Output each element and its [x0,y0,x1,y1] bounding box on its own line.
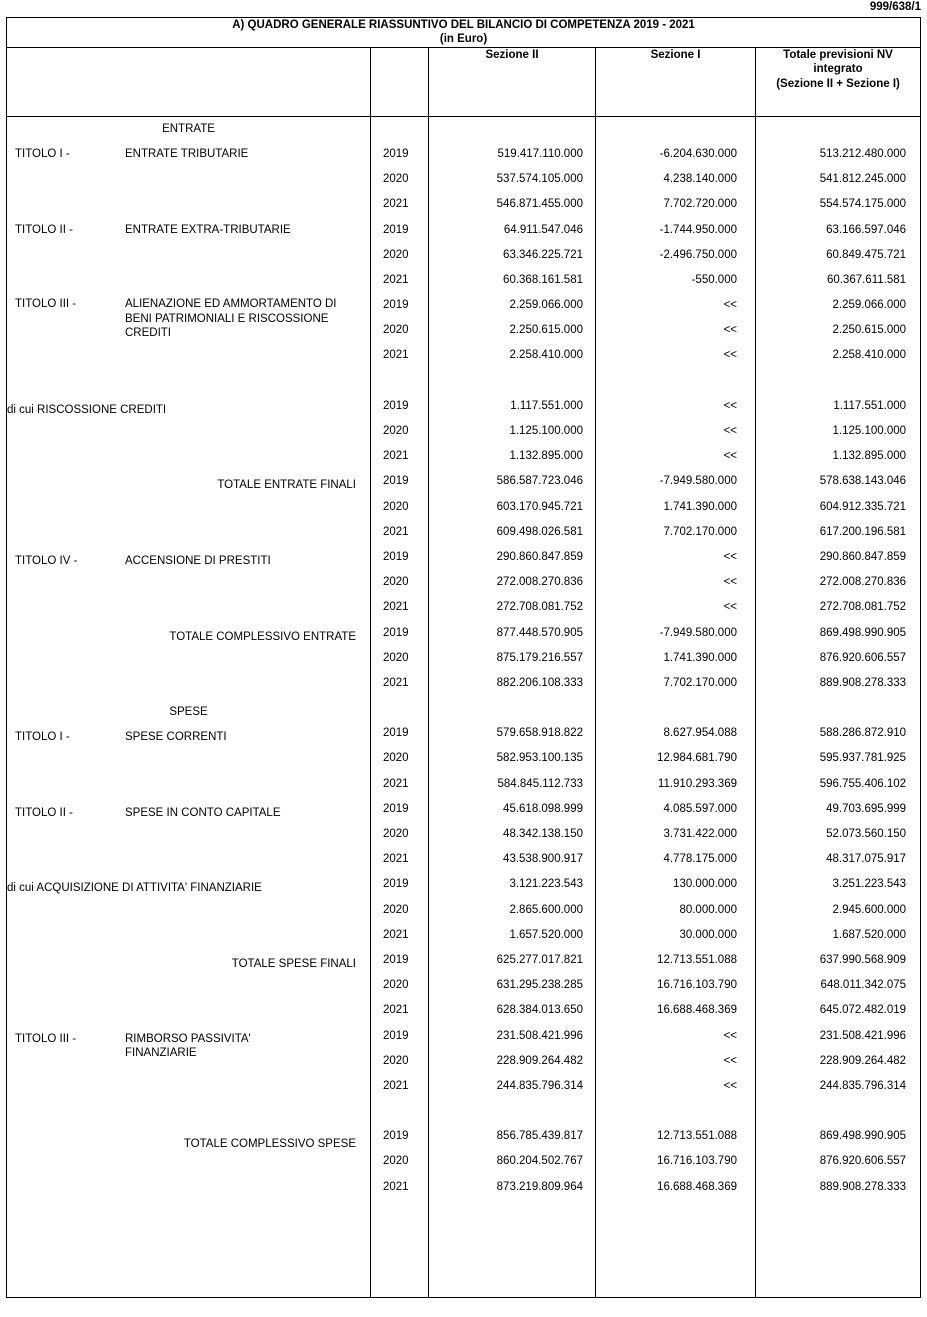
table-body-row [7,116,921,1297]
value-blank [596,117,755,142]
totale-value: 52.073.560.150 [826,828,907,840]
row-label [7,1028,370,1060]
totale-value: 648.011.342.075 [820,979,907,992]
sezione1-value: 7.702.720.000 [663,198,737,211]
header-blank-cell [7,47,371,116]
sezione1-values-column [596,116,756,1297]
year-cell: 2019 [383,727,409,740]
sezione2-value: 63.346.225.721 [503,248,583,261]
row-titolo: TITOLO I - [15,731,70,744]
sezione1-value: << [723,1029,737,1042]
budget-summary-table [6,17,921,1298]
totale-value: 3.251.223.543 [832,878,907,891]
row-descr: ALIENAZIONE ED AMMORTAMENTO DI BENI PATRIMONIALI E RISCOSSIONE CREDITI [125,298,337,340]
header-totale [756,47,921,116]
row-titolo: TITOLO II - [15,806,73,819]
totale-value: 48.317.075.917 [826,853,907,866]
sezione2-value: 1.125.100.000 [509,425,583,437]
row-titolo: TITOLO I - [15,147,70,160]
sezione1-value: << [723,450,737,463]
sezione1-value: 4.085.597.000 [663,802,737,815]
sezione1-value: 7.702.170.000 [663,676,737,689]
row-label-continuation [7,675,370,700]
sezione1-value: 12.984.681.790 [657,752,737,765]
year-cell: 2019 [383,399,409,412]
row-label-continuation [7,524,370,549]
totale-value: 554.574.175.000 [819,198,907,211]
totale-value: 228.909.264.482 [819,1054,907,1067]
sezione2-value: 584.845.112.733 [497,777,583,790]
sezione2-value: 3.121.223.543 [509,878,583,891]
sezione1-value: -550.000 [691,273,737,286]
spacer-row [596,1099,755,1124]
totale-value: 869.498.990.905 [819,626,907,639]
sezione1-value: << [723,1079,737,1092]
row-titolo: TITOLO II - [15,223,73,236]
row-descr: ACCENSIONE DI PRESTITI [125,554,271,567]
row-titolo: TITOLO IV - [15,554,78,567]
totale-value: 1.132.895.000 [832,450,907,463]
sezione2-value: 873.219.809.964 [496,1180,583,1193]
sezione1-value: -1.744.950.000 [659,223,737,236]
table-header-row [7,47,921,116]
row-descr: ENTRATE TRIBUTARIE [125,147,249,160]
sezione1-value: << [723,299,737,312]
sezione1-value: 8.627.954.088 [663,727,737,740]
row-label [7,801,370,826]
sezione1-value: << [723,349,737,362]
row-label [7,725,370,750]
year-cell: 2021 [383,198,409,211]
sezione1-value: 16.716.103.790 [657,1155,737,1168]
row-label-continuation [7,268,370,293]
sezione2-value: 860.204.502.767 [496,1155,583,1168]
sezione2-value: 625.277.017.821 [496,953,583,966]
totale-value: 1.687.520.000 [832,928,907,941]
totale-value: 1.125.100.000 [832,425,907,437]
year-cell: 2020 [383,979,409,992]
sezione1-value: -7.949.580.000 [659,626,737,639]
sezione2-value: 48.342.138.150 [503,828,583,840]
totale-value: 876.920.606.557 [819,1155,907,1168]
row-label-continuation [7,243,370,268]
header-totale-line1: Totale previsioni NV [783,48,893,61]
sezione2-value: 875.179.216.557 [496,651,583,664]
year-blank [371,696,428,721]
year-cell: 2021 [383,928,409,941]
header-sezione-1: Sezione I [596,47,756,116]
row-titolo: TITOLO III - [15,298,77,311]
year-cell: 2021 [383,1004,409,1017]
sezione1-value: << [723,601,737,614]
spacer-row [371,369,428,394]
sezione1-value: << [723,324,737,337]
spacer-row [7,373,370,398]
section-heading: SPESE [169,706,208,719]
sezione2-value: 519.417.110.000 [497,147,583,160]
totale-value: 2.259.066.000 [832,299,907,312]
value-blank [596,696,755,721]
sezione2-value: 45.618.098.999 [503,802,583,815]
totale-value: 596.755.406.102 [819,777,907,790]
row-label-continuation [7,826,370,851]
totale-value: 889.908.278.333 [819,1180,907,1193]
sezione2-value: 856.785.439.817 [496,1130,583,1143]
table-title-cell [7,18,921,48]
sezione2-value: 579.658.918.822 [496,727,583,740]
row-label-continuation [7,347,370,372]
year-cell: 2019 [383,223,409,236]
totale-value: 578.638.143.046 [819,475,907,488]
spacer-row [429,1099,595,1124]
totale-value: 617.200.196.581 [819,525,907,538]
totale-value: 2.258.410.000 [832,349,907,362]
sezione2-value: 228.909.264.482 [496,1054,583,1067]
row-label-continuation [7,750,370,775]
totale-value: 60.367.611.581 [826,273,907,286]
sezione2-value: 546.871.455.000 [496,198,583,211]
sezione2-value: 244.835.796.314 [496,1079,583,1092]
year-cell: 2020 [383,828,409,840]
row-label [7,218,370,243]
labels-column [7,116,371,1297]
row-label-continuation [7,423,370,448]
year-cell: 2020 [383,1054,409,1067]
header-totale-line3: (Sezione II + Sezione I) [776,78,900,91]
sezione2-value: 2.258.410.000 [509,349,583,362]
row-label-continuation [7,599,370,624]
row-descr: SPESE CORRENTI [125,731,227,744]
sezione1-value: 30.000.000 [679,928,737,941]
year-cell: 2019 [383,1130,409,1143]
year-cell: 2020 [383,500,409,513]
totale-value: 231.508.421.996 [819,1029,907,1042]
row-descr: RIMBORSO PASSIVITA' FINANZIARIE [125,1032,251,1060]
page-reference: 999/638/1 [869,1,921,13]
value-blank [756,117,920,142]
totale-value: 513.212.480.000 [819,147,907,160]
row-label: TOTALE COMPLESSIVO ENTRATE [169,630,356,643]
value-blank [756,696,920,721]
year-cell: 2020 [383,1155,409,1168]
sezione1-value: 12.713.551.088 [657,953,737,966]
row-label [7,293,370,340]
totale-value: 63.166.597.046 [826,223,907,236]
sezione2-value: 628.384.013.650 [496,1004,583,1017]
year-cell: 2019 [383,475,409,488]
totale-values-column [756,116,921,1297]
sezione2-value: 231.508.421.996 [496,1029,583,1042]
row-descr: ENTRATE EXTRA-TRIBUTARIE [125,223,291,236]
row-label-continuation [7,902,370,927]
sezione2-value: 43.538.900.917 [503,853,583,866]
row-label-continuation [7,1002,370,1027]
sezione2-value: 272.708.081.752 [496,601,583,614]
row-label-continuation [7,448,370,473]
years-column [371,116,429,1297]
row-label: TOTALE ENTRATE FINALI [217,479,356,492]
sezione2-value: 877.448.570.905 [496,626,583,639]
row-titolo: TITOLO III - [15,1032,77,1045]
year-cell: 2019 [383,550,409,563]
year-cell: 2020 [383,903,409,916]
row-label [7,549,370,574]
totale-value: 637.990.568.909 [819,953,907,966]
sezione1-value: 16.688.468.369 [657,1180,737,1193]
header-sezione-2: Sezione II [429,47,596,116]
totale-value: 1.117.551.000 [833,399,907,412]
row-label: TOTALE SPESE FINALI [231,957,356,970]
sezione2-value: 586.587.723.046 [496,475,583,488]
year-cell: 2021 [383,1180,409,1193]
spacer-row [429,369,595,394]
sezione2-values-column [429,116,596,1297]
year-cell: 2020 [383,173,409,186]
year-cell: 2021 [383,853,409,866]
year-cell: 2019 [383,878,409,891]
sezione2-value: 290.860.847.859 [496,550,583,563]
row-label-continuation [7,192,370,217]
totale-value: 876.920.606.557 [819,651,907,664]
totale-value: 290.860.847.859 [819,550,907,563]
sezione1-value: -6.204.630.000 [659,147,737,160]
totale-value: 272.708.081.752 [819,601,907,614]
sezione1-value: -2.496.750.000 [659,248,737,261]
year-cell: 2021 [383,777,409,790]
row-label-continuation [7,977,370,1002]
totale-value: 541.812.245.000 [819,173,907,186]
sezione2-value: 60.368.161.581 [503,273,583,286]
totale-value: 588.286.872.910 [819,727,907,740]
value-blank [429,117,595,142]
sezione1-value: << [723,425,737,437]
totale-value: 595.937.781.925 [819,752,907,765]
totale-value: 272.008.270.836 [819,576,907,589]
row-label-continuation [7,167,370,192]
year-cell: 2019 [383,147,409,160]
sezione2-value: 631.295.238.285 [496,979,583,992]
row-label-continuation [7,574,370,599]
sezione2-value: 2.250.615.000 [509,324,583,337]
year-blank [371,117,428,142]
year-cell: 2019 [383,626,409,639]
row-label: TOTALE COMPLESSIVO SPESE [183,1138,356,1151]
year-cell: 2020 [383,425,409,437]
sezione1-value: 4.778.175.000 [663,853,737,866]
header-year-cell [371,47,429,116]
row-label-continuation [7,499,370,524]
spacer-row [756,369,920,394]
sezione2-value: 537.574.105.000 [496,173,583,186]
sezione1-value: << [723,550,737,563]
year-cell: 2019 [383,1029,409,1042]
sezione1-value: 130.000.000 [673,878,737,891]
totale-value: 2.945.600.000 [832,903,907,916]
sezione2-value: 2.259.066.000 [509,299,583,312]
value-blank [429,696,595,721]
sezione2-value: 1.132.895.000 [509,450,583,463]
sezione1-value: 16.716.103.790 [657,979,737,992]
totale-value: 869.498.990.905 [819,1130,907,1143]
row-label-continuation [7,1157,370,1182]
totale-value: 645.072.482.019 [819,1004,907,1017]
sezione1-value: 1.741.390.000 [663,500,737,513]
row-descr: SPESE IN CONTO CAPITALE [125,806,281,819]
spacer-row [7,1107,370,1132]
sezione2-value: 64.911.547.046 [503,223,583,236]
spacer-row [371,1099,428,1124]
row-label-continuation [7,1082,370,1107]
row-label-continuation [7,1183,370,1208]
sezione1-value: << [723,1054,737,1067]
year-cell: 2020 [383,324,409,337]
year-cell: 2021 [383,1079,409,1092]
sezione2-value: 1.117.551.000 [510,399,583,412]
table-title-line2: (in Euro) [439,33,488,46]
totale-value: 49.703.695.999 [826,802,907,815]
sezione1-value: 11.910.293.369 [657,777,737,790]
table-title-line1: A) QUADRO GENERALE RIASSUNTIVO DEL BILANCIO DI COMPETENZA 2019 - 2021 [232,19,695,31]
year-cell: 2020 [383,752,409,765]
sezione1-value: 12.713.551.088 [657,1130,737,1143]
row-label: di cui ACQUISIZIONE DI ATTIVITA' FINANZIARIE [7,882,262,895]
sezione1-value: -7.949.580.000 [659,475,737,488]
sezione2-value: 272.008.270.836 [496,576,583,589]
year-cell: 2019 [383,802,409,815]
totale-value: 2.250.615.000 [832,324,907,337]
sezione1-value: 80.000.000 [679,903,737,916]
row-label-continuation [7,776,370,801]
sezione2-value: 2.865.600.000 [509,903,583,916]
totale-value: 889.908.278.333 [819,676,907,689]
year-cell: 2021 [383,450,409,463]
sezione1-value: 1.741.390.000 [663,651,737,664]
totale-value: 604.912.335.721 [819,500,907,513]
spacer-row [756,1099,920,1124]
year-cell: 2020 [383,651,409,664]
row-label-continuation [7,650,370,675]
header-totale-line2: integrato [813,63,863,76]
row-label [7,142,370,167]
row-label-continuation [7,927,370,952]
year-cell: 2021 [383,525,409,538]
sezione2-value: 609.498.026.581 [496,525,583,538]
sezione1-value: 7.702.170.000 [663,525,737,538]
totale-value: 244.835.796.314 [819,1079,907,1092]
year-cell: 2019 [383,299,409,312]
year-cell: 2021 [383,273,409,286]
spacer-row [596,369,755,394]
year-cell: 2021 [383,601,409,614]
sezione1-value: << [723,576,737,589]
year-cell: 2019 [383,953,409,966]
year-cell: 2020 [383,248,409,261]
sezione1-value: 4.238.140.000 [663,173,737,186]
sezione1-value: 16.688.468.369 [657,1004,737,1017]
year-cell: 2021 [383,349,409,362]
totale-value: 60.849.475.721 [826,248,907,261]
section-heading: ENTRATE [162,122,215,135]
sezione2-value: 582.953.100.135 [496,752,583,765]
year-cell: 2020 [383,576,409,589]
sezione1-value: << [723,399,737,412]
row-label: di cui RISCOSSIONE CREDITI [7,403,167,416]
sezione1-value: 3.731.422.000 [663,828,737,840]
year-cell: 2021 [383,676,409,689]
table-title-row [7,18,921,48]
sezione2-value: 1.657.520.000 [509,928,583,941]
sezione2-value: 882.206.108.333 [496,676,583,689]
row-label-continuation [7,851,370,876]
sezione2-value: 603.170.945.721 [496,500,583,513]
